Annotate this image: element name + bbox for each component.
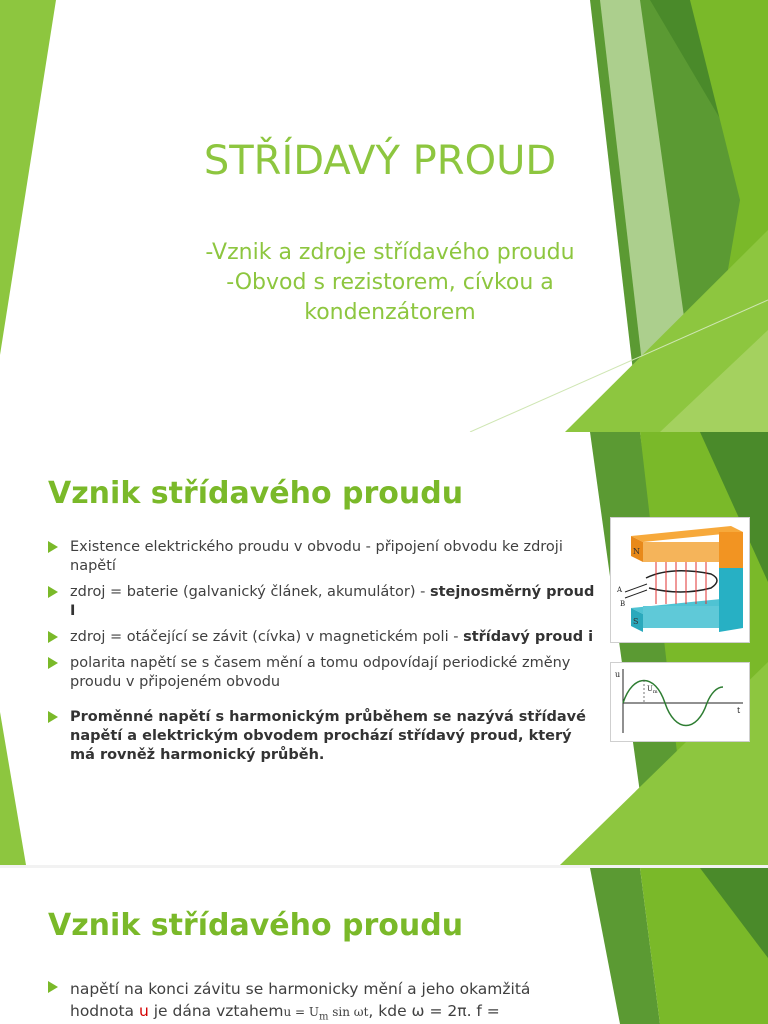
list-item: Existence elektrického proudu v obvodu - připojení obvodu ke zdroji napětí xyxy=(48,538,596,576)
symbol-u: u xyxy=(138,1002,149,1020)
slide-title: STŘÍDAVÝ PROUD xyxy=(203,138,557,184)
slide-divider xyxy=(0,865,768,868)
green-decoration xyxy=(0,0,768,432)
svg-text:N: N xyxy=(633,547,640,556)
subtitle-line: -Vznik a zdroje střídavého proudu xyxy=(205,240,575,265)
arrow-bullet-icon xyxy=(48,631,58,643)
list-item: Proměnné napětí s harmonickým průběhem se nazývá střídavé napětí a elektrickým obvodem prochází střídavý proud, který má rovněž harmonický průběh. xyxy=(48,708,596,765)
label-b: B xyxy=(620,600,626,608)
title-slide xyxy=(0,0,768,432)
list-item: napětí na konci závitu se harmonicky mění a jeho okamžitá hodnota u je dána vztahemu = $U_m$ sin ωt, kde ω = 2π. f = xyxy=(48,978,618,1024)
bullet-list xyxy=(48,538,596,772)
arrow-bullet-icon xyxy=(48,657,58,669)
axis-label-u: u xyxy=(615,670,621,679)
svg-text:S: S xyxy=(633,617,639,626)
arrow-bullet-icon xyxy=(48,541,58,553)
bullet-list xyxy=(48,978,618,1024)
sine-wave-figure xyxy=(610,662,750,742)
arrow-bullet-icon xyxy=(48,586,58,598)
arrow-bullet-icon xyxy=(48,711,58,723)
label-um: U xyxy=(647,685,653,693)
label-a: A xyxy=(617,586,623,594)
magnet-illustration xyxy=(611,518,749,642)
sine-wave-graph xyxy=(611,663,749,741)
label-um-sub: m xyxy=(652,689,658,695)
subtitle-line: -Obvod s rezistorem, cívkou a xyxy=(226,270,554,295)
formula: $u = U_m$ sin ωt xyxy=(283,1005,369,1023)
slide-heading: Vznik střídavého proudu xyxy=(48,908,464,943)
arrow-bullet-icon xyxy=(48,981,58,993)
content-slide xyxy=(0,868,768,1024)
magnet-figure xyxy=(610,517,750,643)
subtitle-line: kondenzátorem xyxy=(304,300,476,325)
slide-heading: Vznik střídavého proudu xyxy=(48,476,464,511)
content-slide xyxy=(0,432,768,865)
list-item: zdroj = baterie (galvanický článek, akumulátor) - stejnosměrný proud I xyxy=(48,583,596,621)
list-item: zdroj = otáčející se závit (cívka) v magnetickém poli - střídavý proud i xyxy=(48,628,596,647)
list-item: polarita napětí se s časem mění a tomu odpovídají periodické změny proudu v připojeném obvodu xyxy=(48,654,596,692)
slide-subtitle xyxy=(90,238,690,328)
axis-label-t: t xyxy=(737,706,741,715)
